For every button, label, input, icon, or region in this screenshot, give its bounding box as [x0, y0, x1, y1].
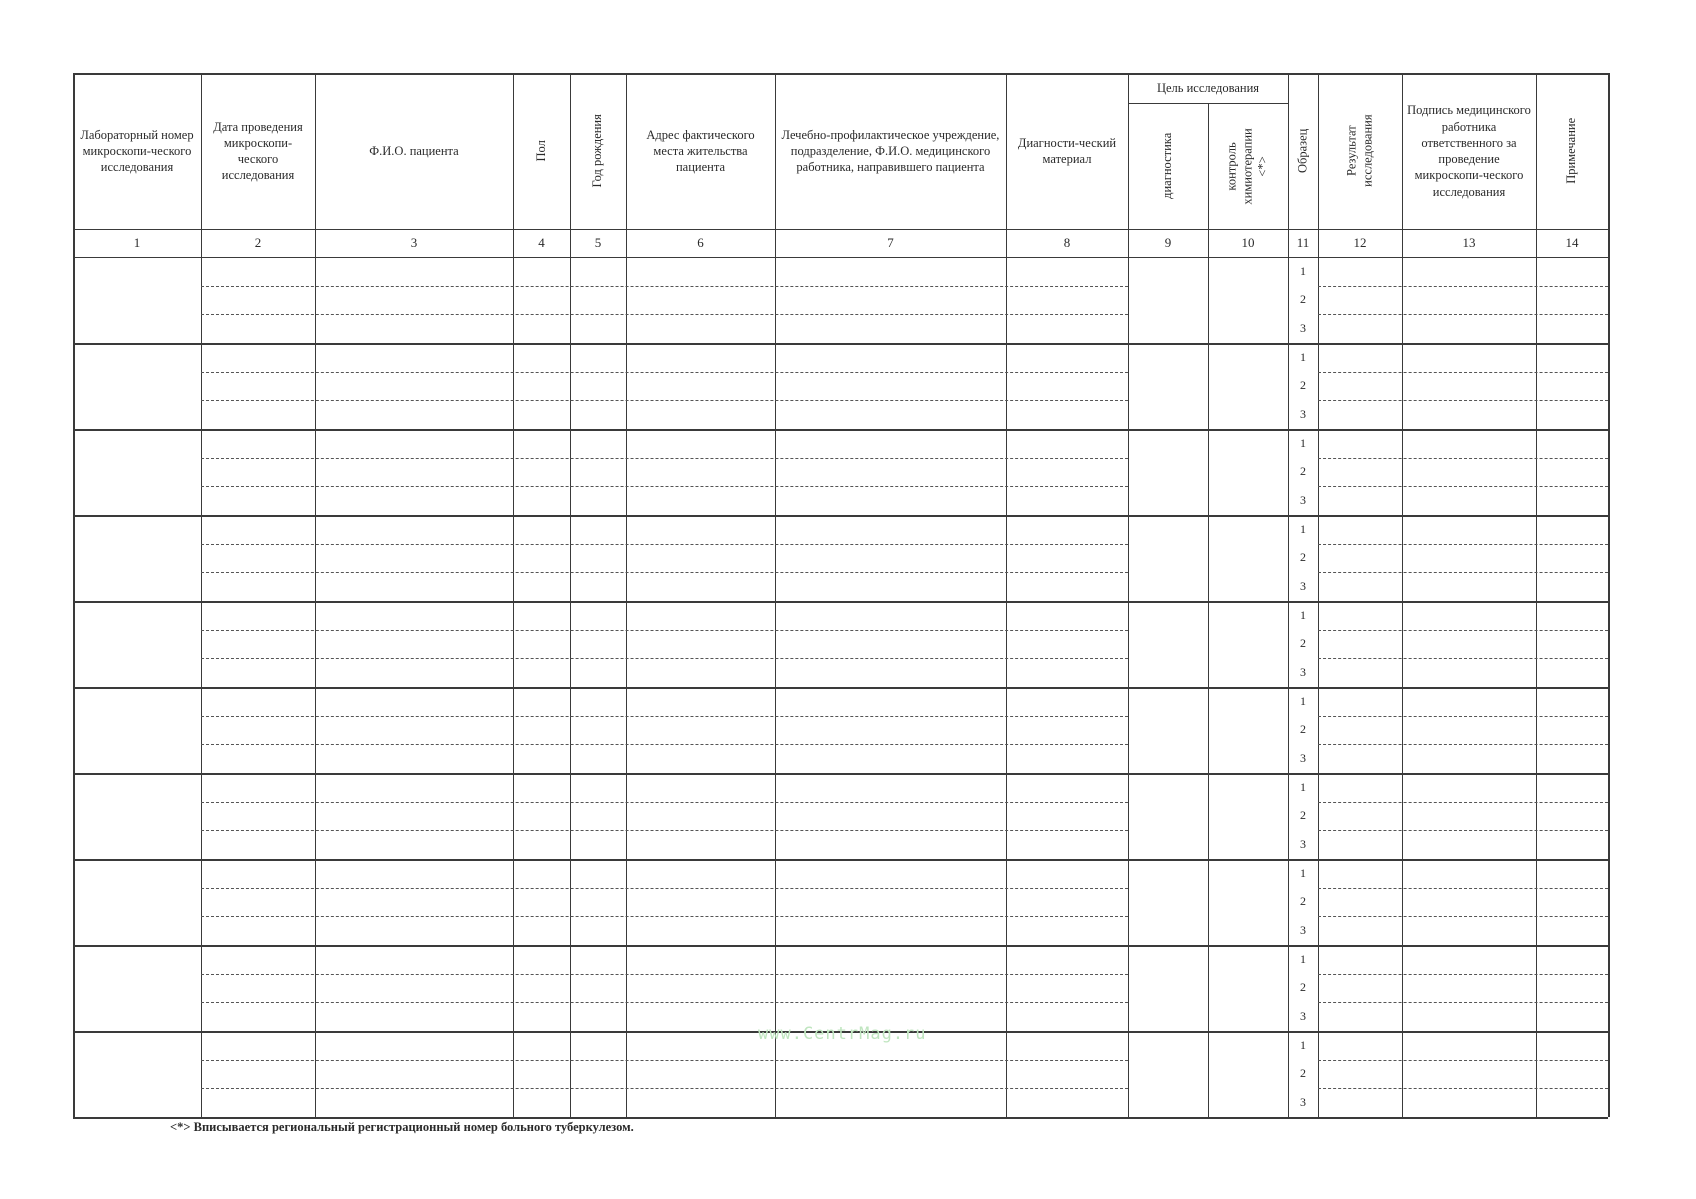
header-diagnostics-text: диагностика — [1160, 132, 1175, 200]
row-group-divider — [73, 343, 1608, 345]
sample-index: 1 — [1300, 607, 1306, 622]
row-sub-line — [201, 830, 1128, 831]
sample-index: 3 — [1300, 1009, 1306, 1024]
row-sub-line — [1318, 486, 1608, 487]
sample-index: 1 — [1300, 349, 1306, 364]
row-sub-line — [1318, 1002, 1608, 1003]
column-number: 12 — [1353, 235, 1367, 250]
column-number: 8 — [1063, 235, 1071, 250]
header-exam-date — [201, 73, 315, 229]
column-line — [1536, 73, 1537, 1117]
sample-index: 1 — [1300, 865, 1306, 880]
row-sub-line — [201, 888, 1128, 889]
sample-index: 1 — [1300, 951, 1306, 966]
header-diagnostics — [1128, 103, 1208, 229]
column-number: 5 — [594, 235, 602, 250]
column-line — [201, 73, 202, 1117]
row-sub-line — [1318, 916, 1608, 917]
sample-index: 3 — [1300, 837, 1306, 852]
sample-index: 2 — [1300, 808, 1306, 823]
row-sub-line — [201, 286, 1128, 287]
row-sub-line — [1318, 744, 1608, 745]
column-number-divider — [73, 257, 1608, 258]
row-sub-line — [1318, 314, 1608, 315]
column-line — [775, 73, 776, 1117]
sample-index: 3 — [1300, 923, 1306, 938]
row-sub-line — [201, 716, 1128, 717]
header-exam-date-text: Дата проведения микроскопи-ческого исследования — [213, 119, 303, 183]
header-birth-year-text: Год рождения — [590, 114, 605, 188]
row-sub-line — [201, 1060, 1128, 1061]
sample-index: 3 — [1300, 1095, 1306, 1110]
row-group-divider — [73, 687, 1608, 689]
header-sex-text: Пол — [533, 140, 548, 162]
column-number: 11 — [1296, 235, 1310, 250]
header-notes — [1536, 73, 1608, 229]
column-number: 3 — [410, 235, 418, 250]
row-sub-line — [1318, 458, 1608, 459]
sample-index: 2 — [1300, 722, 1306, 737]
row-sub-line — [201, 916, 1128, 917]
header-lab-number-text: Лабораторный номер микроскопи-ческого исследования — [80, 127, 194, 175]
sample-index: 2 — [1300, 894, 1306, 909]
row-sub-line — [1318, 286, 1608, 287]
row-sub-line — [201, 314, 1128, 315]
row-sub-line — [1318, 716, 1608, 717]
row-sub-line — [201, 486, 1128, 487]
column-line — [513, 73, 514, 1117]
column-line — [1608, 73, 1610, 1117]
header-birth-year — [570, 73, 626, 229]
column-number: 14 — [1565, 235, 1579, 250]
column-number: 9 — [1164, 235, 1172, 250]
column-line — [1318, 73, 1319, 1117]
header-lab-number — [73, 73, 201, 229]
sample-index: 3 — [1300, 665, 1306, 680]
header-address — [626, 73, 775, 229]
column-line — [1006, 73, 1007, 1117]
header-sample — [1288, 73, 1318, 229]
column-line — [315, 73, 316, 1117]
sample-index: 1 — [1300, 1037, 1306, 1052]
row-sub-line — [1318, 572, 1608, 573]
header-diagnostic-material — [1006, 73, 1128, 229]
sample-index: 2 — [1300, 636, 1306, 651]
header-result-text: Результат исследования — [1344, 114, 1374, 188]
row-group-divider — [73, 773, 1608, 775]
watermark: www.CentrMag.ru — [758, 1024, 927, 1044]
column-number: 2 — [254, 235, 262, 250]
row-group-divider — [73, 515, 1608, 517]
column-number: 1 — [133, 235, 141, 250]
sample-index: 3 — [1300, 751, 1306, 766]
sample-index: 3 — [1300, 407, 1306, 422]
header-notes-text: Примечание — [1564, 118, 1579, 184]
column-line — [1128, 73, 1129, 1117]
sample-index: 1 — [1300, 263, 1306, 278]
row-sub-line — [201, 458, 1128, 459]
column-line — [626, 73, 627, 1117]
row-sub-line — [201, 572, 1128, 573]
row-sub-line — [201, 1002, 1128, 1003]
sample-index: 1 — [1300, 521, 1306, 536]
header-purpose-group — [1128, 73, 1288, 103]
row-sub-line — [201, 544, 1128, 545]
header-address-text: Адрес фактического места жительства пациента — [646, 127, 755, 175]
row-sub-line — [201, 658, 1128, 659]
header-chemo-control — [1208, 103, 1288, 229]
column-line — [73, 73, 75, 1117]
header-purpose-group-text: Цель исследования — [1156, 80, 1260, 95]
row-group-divider — [73, 859, 1608, 861]
sample-index: 1 — [1300, 779, 1306, 794]
column-number: 6 — [697, 235, 704, 250]
column-number: 13 — [1462, 235, 1476, 250]
header-signature-text: Подпись медицинского работника ответственного за проведение микроскопи-ческого исследования — [1407, 103, 1531, 199]
row-sub-line — [201, 630, 1128, 631]
row-sub-line — [201, 744, 1128, 745]
row-sub-line — [1318, 400, 1608, 401]
row-sub-line — [201, 372, 1128, 373]
row-group-divider — [73, 429, 1608, 431]
row-sub-line — [1318, 1060, 1608, 1061]
header-referring-institution-text: Лечебно-профилактическое учреждение, подразделение, Ф.И.О. медицинского работника, направившего пациента — [781, 127, 1000, 175]
column-line — [1208, 103, 1209, 1117]
row-sub-line — [1318, 544, 1608, 545]
sample-index: 1 — [1300, 693, 1306, 708]
row-sub-line — [1318, 888, 1608, 889]
row-sub-line — [201, 400, 1128, 401]
sample-index: 1 — [1300, 435, 1306, 450]
column-number: 10 — [1241, 235, 1255, 250]
sample-index: 3 — [1300, 579, 1306, 594]
row-sub-line — [1318, 658, 1608, 659]
row-group-divider — [73, 601, 1608, 603]
header-sex — [513, 73, 570, 229]
row-sub-line — [1318, 802, 1608, 803]
row-sub-line — [1318, 830, 1608, 831]
row-sub-line — [1318, 974, 1608, 975]
row-group-divider — [73, 945, 1608, 947]
header-patient-name-text: Ф.И.О. пациента — [369, 143, 459, 158]
header-divider — [73, 229, 1608, 230]
row-sub-line — [1318, 372, 1608, 373]
row-sub-line — [1318, 630, 1608, 631]
header-sample-text: Образец — [1295, 128, 1310, 174]
header-diagnostic-material-text: Диагности-ческий материал — [1017, 135, 1117, 166]
header-result — [1318, 73, 1402, 229]
header-chemo-control-text: контроль химиотерапии <*> — [1224, 127, 1270, 205]
row-sub-line — [1318, 1088, 1608, 1089]
row-sub-line — [201, 1088, 1128, 1089]
sample-index: 2 — [1300, 464, 1306, 479]
sample-index: 3 — [1300, 493, 1306, 508]
table-border-top — [73, 73, 1608, 75]
header-referring-institution — [775, 73, 1006, 229]
column-line — [1402, 73, 1403, 1117]
row-sub-line — [201, 974, 1128, 975]
header-patient-name — [315, 73, 513, 229]
column-number: 4 — [538, 235, 545, 250]
sample-index: 2 — [1300, 292, 1306, 307]
sample-index: 2 — [1300, 980, 1306, 995]
footnote: <*> Вписывается региональный регистрационный номер больного туберкулезом. — [170, 1120, 634, 1134]
sample-index: 2 — [1300, 1066, 1306, 1081]
sample-index: 3 — [1300, 321, 1306, 336]
column-number: 7 — [887, 235, 894, 250]
sample-index: 2 — [1300, 378, 1306, 393]
column-line — [570, 73, 571, 1117]
sample-index: 2 — [1300, 550, 1306, 565]
table-border-bottom — [73, 1117, 1608, 1119]
row-sub-line — [201, 802, 1128, 803]
header-signature — [1402, 73, 1536, 229]
